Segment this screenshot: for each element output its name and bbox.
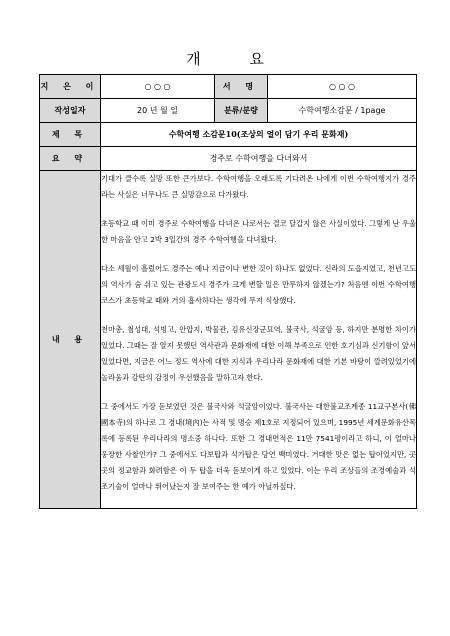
book-name-value: ○ ○ ○ bbox=[268, 75, 417, 99]
subject-value: 수학여행 소감문10(조상의 얼이 담기 우리 문화재) bbox=[101, 123, 417, 147]
category-label: 분류/분량 bbox=[215, 99, 268, 123]
summary-row bbox=[40, 147, 417, 171]
content-label: 내 용 bbox=[40, 171, 101, 509]
book-name-label: 서 명 bbox=[215, 75, 268, 99]
author-label: 지 은 이 bbox=[40, 75, 101, 99]
subject-row bbox=[40, 123, 417, 147]
author-row bbox=[40, 75, 417, 99]
content-paragraph: 초등학교 때 이미 경주로 수학여행을 다녀온 나로서는 결코 달갑지 않은 사실이었다. 그렇게 난 우울한 마음을 안고 2박 3일간의 경주 수학여행을 다녀왔다. bbox=[101, 219, 416, 244]
summary-label: 요 약 bbox=[40, 147, 101, 171]
date-value: 20 년 월 일 bbox=[101, 99, 215, 123]
category-value: 수학여행소감문 / 1page bbox=[268, 99, 417, 123]
summary-value: 경주로 수학여행을 다녀와서 bbox=[101, 147, 417, 171]
document-title: 개 요 bbox=[186, 50, 286, 68]
content-row bbox=[40, 171, 417, 509]
summary-form-table bbox=[39, 74, 417, 509]
content-paragraph: 그 중에서도 가장 돋보였던 것은 불국사와 석굴암이었다. 불국사는 대한불교조계종 11교구본사(佛國本寺)의 하나로 그 경내(境內)는 사적 및 명승 제1호로 지정되어 있으며, 1995년 세계문화유산목록에 등록된 우리나라의 명소중 하나다. 또한 그 경내면적은 11만 7541평이라고 하니, 이 얼마나 웅장한 사찰인가? 그 중에서도 다보탑과 석가탑은 당연 백미였다. 거대한 맛은 없는 탑이었지만, 곳곳의 정교함과 화려함은 이 두 탑을 더욱 돋보이게 하고 있었다. 이는 우리 조상들의 조경예술과 석조기술이 얼마나 뛰어났는지 잘 보여주는 한 예가 아닐까싶다. bbox=[101, 402, 416, 491]
date-label: 작성일자 bbox=[40, 99, 101, 123]
author-value: ○ ○ ○ bbox=[101, 75, 215, 99]
subject-label: 제 목 bbox=[40, 123, 101, 147]
content-paragraph: 천마총, 첨성대, 석빙고, 안압지, 박물관, 김유신장군묘역, 불국사, 석굴암 등, 하지만 분명한 차이가 있었다. 그때는 잘 알지 못했던 역사관과 문화재에 대한 이해 부족으로 인한 호기심과 신기함이 앞서있었다면, 지금은 어느 정도 역사에 대한 지식과 우리나라 문화재에 대한 기본 바탕이 깔려있었기에 놀라움과 감탄의 감정이 우선했음을 말하고자 한다. bbox=[101, 325, 416, 382]
date-row bbox=[40, 99, 417, 123]
content-paragraph: 기대가 클수록 실망 또한 큰가보다. 수학여행을 오래도록 기다려온 나에게 이번 수학여행지가 경주라는 사실은 너무나도 큰 실망감으로 다가왔다. bbox=[101, 174, 416, 199]
content-paragraph: 다소 세월이 흘렀어도 경주는 예나 지금이나 변한 것이 하나도 없었다. 신라의 도읍지였고, 천년고도의 역사가 숨 쉬고 있는 관광도시 경주가 크게 변할 일은 만무하지 않겠는가? 처음엔 이번 수학여행 코스가 초등학교 때와 거의 흡사하다는 생각에 무지 식상했다. bbox=[101, 264, 416, 305]
content-body bbox=[101, 171, 417, 509]
